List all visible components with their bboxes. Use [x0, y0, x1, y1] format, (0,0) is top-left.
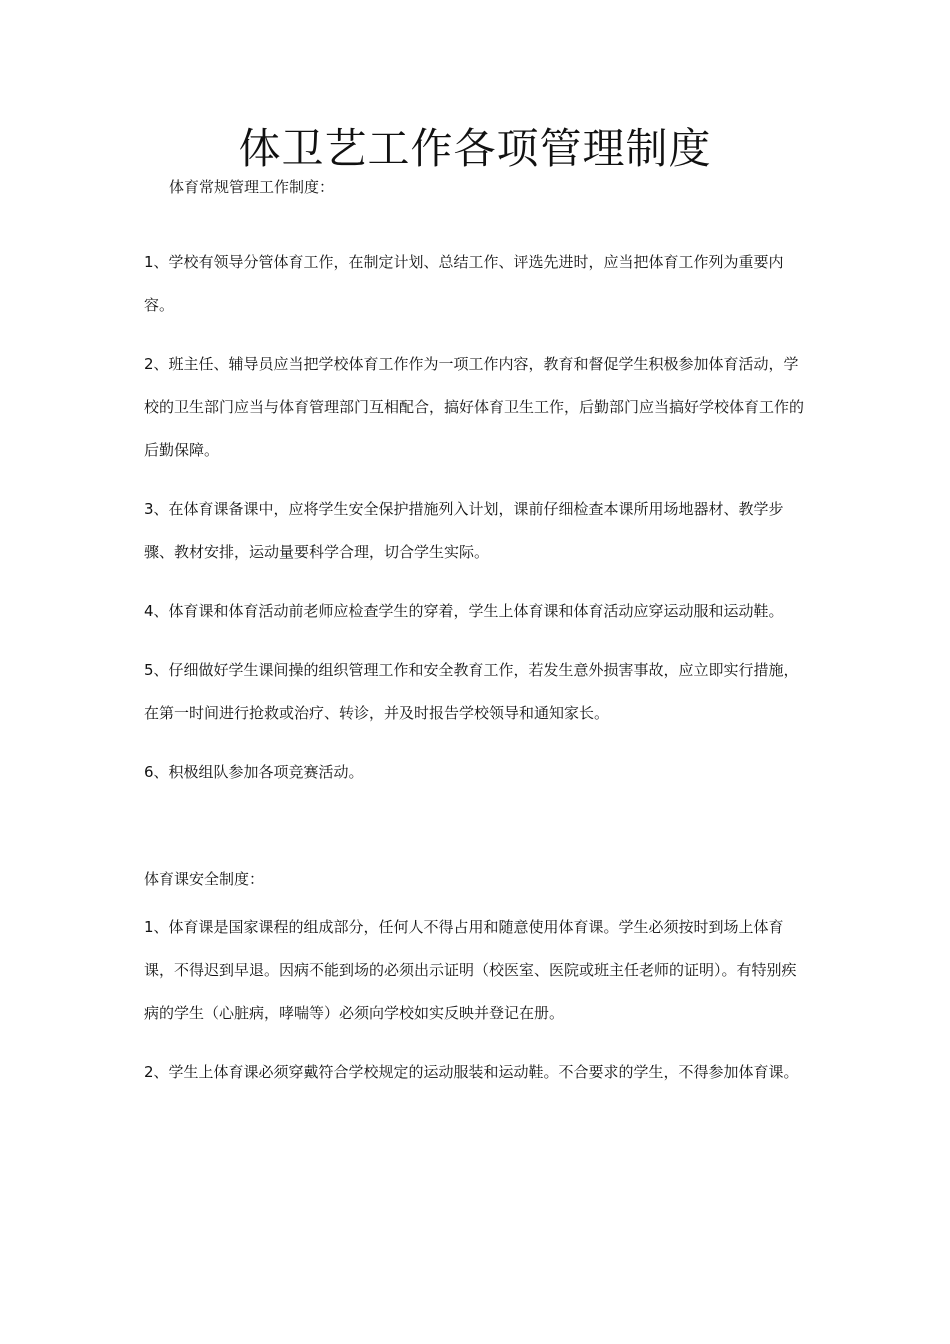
- section-heading: 体育课安全制度：: [144, 870, 265, 888]
- list-item: 1、体育课是国家课程的组成部分，任何人不得占用和随意使用体育课。学生必须按时到场上体育课，不得迟到早退。因病不能到场的必须出示证明（校医室、医院或班主任老师的证明）。有特别疾病的学生（心脏病，哮喘等）必须向学校如实反映并登记在册。: [144, 918, 797, 1022]
- list-item: 3、在体育课备课中，应将学生安全保护措施列入计划，课前仔细检查本课所用场地器材、教学步骤、教材安排，运动量要科学合理，切合学生实际。: [144, 500, 784, 561]
- list-item: 5、仔细做好学生课间操的组织管理工作和安全教育工作，若发生意外损害事故，应立即实行措施，在第一时间进行抢救或治疗、转诊，并及时报告学校领导和通知家长。: [144, 661, 799, 722]
- list-item: 2、学生上体育课必须穿戴符合学校规定的运动服装和运动鞋。不合要求的学生，不得参加体育课。: [144, 1063, 799, 1081]
- document-title: 体卫艺工作各项管理制度: [238, 124, 712, 173]
- list-item: 6、积极组队参加各项竞赛活动。: [144, 763, 364, 781]
- list-item: 4、体育课和体育活动前老师应检查学生的穿着，学生上体育课和体育活动应穿运动服和运动鞋。: [144, 602, 784, 620]
- section-heading: 体育常规管理工作制度：: [169, 178, 335, 196]
- list-item: 1、学校有领导分管体育工作，在制定计划、总结工作、评选先进时，应当把体育工作列为重要内容。: [144, 253, 784, 314]
- list-item: 2、班主任、辅导员应当把学校体育工作作为一项工作内容，教育和督促学生积极参加体育活动，学校的卫生部门应当与体育管理部门互相配合，搞好体育卫生工作，后勤部门应当搞好学校体育工作的后勤保障。: [144, 355, 805, 459]
- document-body: [144, 176, 810, 1094]
- section-pe-class-safety: [144, 868, 810, 1094]
- section-sports-routine-management: [144, 176, 810, 794]
